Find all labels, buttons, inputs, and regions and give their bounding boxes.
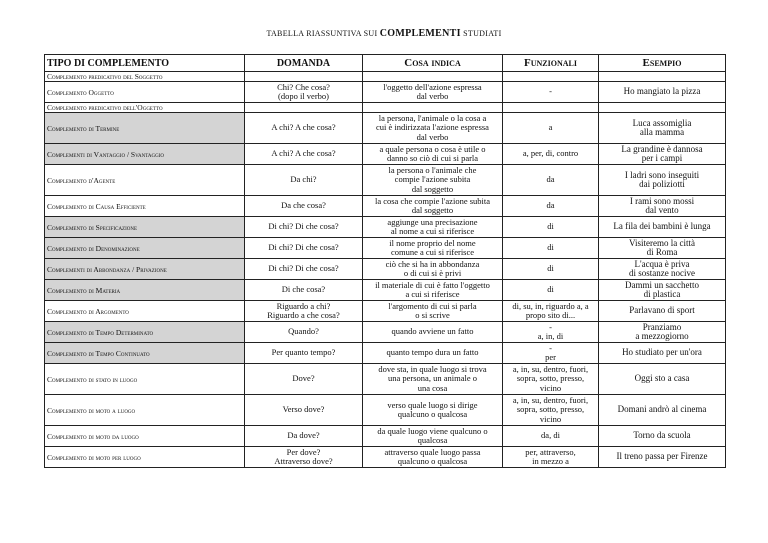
type-cell: Complemento predicativo dell'Oggetto bbox=[45, 103, 245, 113]
table-row bbox=[45, 395, 726, 426]
example-cell: Luca assomiglia alla mamma bbox=[599, 113, 726, 144]
functional-words-cell: di bbox=[503, 259, 599, 280]
example-cell: Ho studiato per un'ora bbox=[599, 343, 726, 364]
table-row bbox=[45, 364, 726, 395]
col-header-cosa-indica: Cosa indica bbox=[363, 55, 503, 72]
type-cell: Complemento di Tempo Continuato bbox=[45, 343, 245, 364]
example-cell: La fila dei bambini è lunga bbox=[599, 217, 726, 238]
question-cell: A chi? A che cosa? bbox=[245, 144, 363, 165]
question-cell: Da che cosa? bbox=[245, 196, 363, 217]
example-cell bbox=[599, 103, 726, 113]
type-cell: Complementi di Vantaggio / Svantaggio bbox=[45, 144, 245, 165]
table-row bbox=[45, 72, 726, 82]
functional-words-cell: a, per, di, contro bbox=[503, 144, 599, 165]
col-header-esempio: Esempio bbox=[599, 55, 726, 72]
example-cell: Domani andrò al cinema bbox=[599, 395, 726, 426]
example-cell: Visiteremo la città di Roma bbox=[599, 238, 726, 259]
example-cell: I rami sono mossi dal vento bbox=[599, 196, 726, 217]
question-cell: Di chi? Di che cosa? bbox=[245, 259, 363, 280]
question-cell: Da chi? bbox=[245, 165, 363, 196]
functional-words-cell: da bbox=[503, 165, 599, 196]
type-cell: Complemento di Argomento bbox=[45, 301, 245, 322]
table-row bbox=[45, 165, 726, 196]
meaning-cell: dove sta, in quale luogo si trova una persona, un animale o una cosa bbox=[363, 364, 503, 395]
meaning-cell: quanto tempo dura un fatto bbox=[363, 343, 503, 364]
table-row bbox=[45, 322, 726, 343]
example-cell: Dammi un sacchetto di plastica bbox=[599, 280, 726, 301]
table-row bbox=[45, 113, 726, 144]
example-cell: Pranziamo a mezzogiorno bbox=[599, 322, 726, 343]
table-row bbox=[45, 103, 726, 113]
table-body bbox=[45, 72, 726, 468]
meaning-cell bbox=[363, 103, 503, 113]
question-cell bbox=[245, 72, 363, 82]
summary-table bbox=[44, 54, 726, 468]
title-prefix: TABELLA RIASSUNTIVA SUI bbox=[266, 29, 380, 38]
question-cell: Di che cosa? bbox=[245, 280, 363, 301]
meaning-cell: attraverso quale luogo passa qualcuno o qualcosa bbox=[363, 447, 503, 468]
table-row bbox=[45, 196, 726, 217]
type-cell: Complemento di Causa Efficiente bbox=[45, 196, 245, 217]
functional-words-cell: di bbox=[503, 238, 599, 259]
type-cell: Complemento d'Agente bbox=[45, 165, 245, 196]
functional-words-cell: di bbox=[503, 280, 599, 301]
functional-words-cell: di bbox=[503, 217, 599, 238]
col-header-funzionali: Funzionali bbox=[503, 55, 599, 72]
meaning-cell: quando avviene un fatto bbox=[363, 322, 503, 343]
meaning-cell: a quale persona o cosa è utile o danno so ciò di cui si parla bbox=[363, 144, 503, 165]
functional-words-cell: per, attraverso, in mezzo a bbox=[503, 447, 599, 468]
meaning-cell: verso quale luogo si dirige qualcuno o qualcosa bbox=[363, 395, 503, 426]
functional-words-cell: a, in, su, dentro, fuori, sopra, sotto, presso, vicino bbox=[503, 395, 599, 426]
table-row bbox=[45, 447, 726, 468]
question-cell: Per dove? Attraverso dove? bbox=[245, 447, 363, 468]
functional-words-cell: - a, in, di bbox=[503, 322, 599, 343]
question-cell: Di chi? Di che cosa? bbox=[245, 238, 363, 259]
meaning-cell: il materiale di cui è fatto l'oggetto a cui si riferisce bbox=[363, 280, 503, 301]
table-row bbox=[45, 280, 726, 301]
title-suffix: STUDIATI bbox=[460, 29, 502, 38]
example-cell bbox=[599, 72, 726, 82]
meaning-cell: la persona o l'animale che compie l'azione subita dal soggetto bbox=[363, 165, 503, 196]
example-cell: Ho mangiato la pizza bbox=[599, 82, 726, 103]
type-cell: Complementi di Abbondanza / Privazione bbox=[45, 259, 245, 280]
type-cell: Complemento di stato in luogo bbox=[45, 364, 245, 395]
question-cell bbox=[245, 103, 363, 113]
type-cell: Complemento di moto a luogo bbox=[45, 395, 245, 426]
functional-words-cell: - per bbox=[503, 343, 599, 364]
table-row bbox=[45, 259, 726, 280]
question-cell: Dove? bbox=[245, 364, 363, 395]
page-title bbox=[0, 28, 768, 39]
table-row bbox=[45, 343, 726, 364]
title-emphasis: COMPLEMENTI bbox=[379, 28, 461, 39]
type-cell: Complemento predicativo del Soggetto bbox=[45, 72, 245, 82]
functional-words-cell: da, di bbox=[503, 426, 599, 447]
functional-words-cell: a, in, su, dentro, fuori, sopra, sotto, presso, vicino bbox=[503, 364, 599, 395]
example-cell: Torno da scuola bbox=[599, 426, 726, 447]
col-header-tipo: TIPO DI COMPLEMENTO bbox=[45, 55, 245, 72]
functional-words-cell bbox=[503, 103, 599, 113]
meaning-cell: ciò che si ha in abbondanza o di cui si è privi bbox=[363, 259, 503, 280]
meaning-cell: la cosa che compie l'azione subita dal soggetto bbox=[363, 196, 503, 217]
question-cell: Quando? bbox=[245, 322, 363, 343]
type-cell: Complemento di Denominazione bbox=[45, 238, 245, 259]
question-cell: A chi? A che cosa? bbox=[245, 113, 363, 144]
question-cell: Per quanto tempo? bbox=[245, 343, 363, 364]
table-row bbox=[45, 217, 726, 238]
question-cell: Di chi? Di che cosa? bbox=[245, 217, 363, 238]
functional-words-cell bbox=[503, 72, 599, 82]
example-cell: La grandine è dannosa per i campi bbox=[599, 144, 726, 165]
type-cell: Complemento di Specificazione bbox=[45, 217, 245, 238]
functional-words-cell: - bbox=[503, 82, 599, 103]
type-cell: Complemento di Materia bbox=[45, 280, 245, 301]
type-cell: Complemento di moto da luogo bbox=[45, 426, 245, 447]
example-cell: Parlavano di sport bbox=[599, 301, 726, 322]
meaning-cell: da quale luogo viene qualcuno o qualcosa bbox=[363, 426, 503, 447]
functional-words-cell: di, su, in, riguardo a, a propo sito di... bbox=[503, 301, 599, 322]
meaning-cell: il nome proprio del nome comune a cui si riferisce bbox=[363, 238, 503, 259]
col-header-domanda: DOMANDA bbox=[245, 55, 363, 72]
table-row bbox=[45, 238, 726, 259]
functional-words-cell: da bbox=[503, 196, 599, 217]
meaning-cell: l'oggetto dell'azione espressa dal verbo bbox=[363, 82, 503, 103]
example-cell: L'acqua è priva di sostanze nocive bbox=[599, 259, 726, 280]
functional-words-cell: a bbox=[503, 113, 599, 144]
type-cell: Complemento di Tempo Determinato bbox=[45, 322, 245, 343]
table-row bbox=[45, 144, 726, 165]
type-cell: Complemento di Termine bbox=[45, 113, 245, 144]
example-cell: Il treno passa per Firenze bbox=[599, 447, 726, 468]
header-row bbox=[45, 55, 726, 72]
table-row bbox=[45, 426, 726, 447]
meaning-cell: aggiunge una precisazione al nome a cui si riferisce bbox=[363, 217, 503, 238]
question-cell: Verso dove? bbox=[245, 395, 363, 426]
type-cell: Complemento di moto per luogo bbox=[45, 447, 245, 468]
type-cell: Complemento Oggetto bbox=[45, 82, 245, 103]
meaning-cell bbox=[363, 72, 503, 82]
meaning-cell: la persona, l'animale o la cosa a cui è indirizzata l'azione espressa dal verbo bbox=[363, 113, 503, 144]
meaning-cell: l'argomento di cui si parla o si scrive bbox=[363, 301, 503, 322]
question-cell: Da dove? bbox=[245, 426, 363, 447]
example-cell: Oggi sto a casa bbox=[599, 364, 726, 395]
table-row bbox=[45, 301, 726, 322]
question-cell: Chi? Che cosa? (dopo il verbo) bbox=[245, 82, 363, 103]
example-cell: I ladri sono inseguiti dai poliziotti bbox=[599, 165, 726, 196]
table-row bbox=[45, 82, 726, 103]
question-cell: Riguardo a chi? Riguardo a che cosa? bbox=[245, 301, 363, 322]
